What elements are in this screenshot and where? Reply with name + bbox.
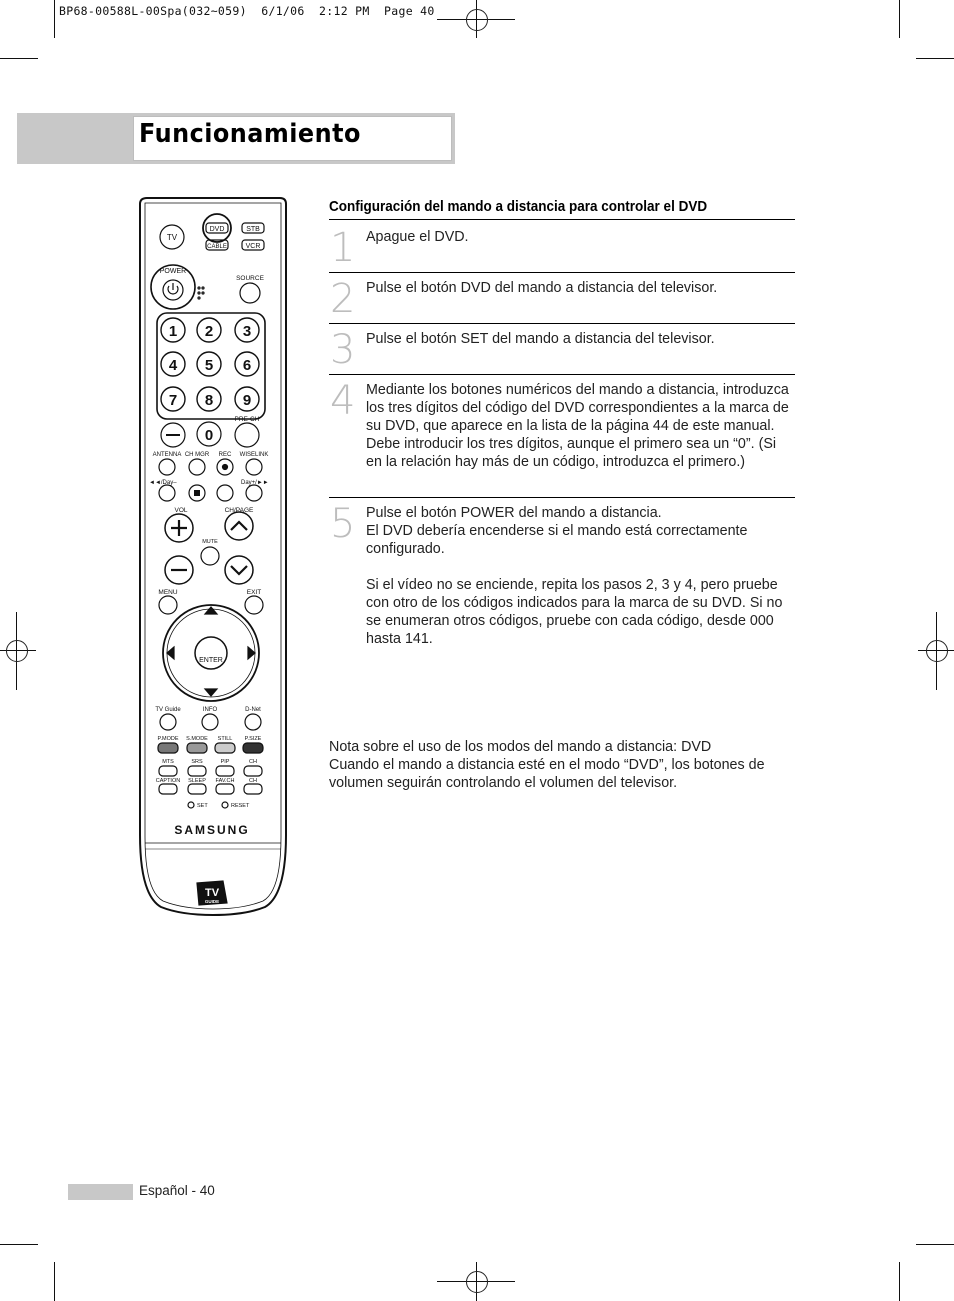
footer-bar	[68, 1184, 133, 1200]
digit-8[interactable]: 8	[204, 392, 214, 409]
prech-label: PRE-CH	[234, 416, 260, 423]
step-line: El DVD debería encenderse si el mando está correctamente configurado.	[366, 523, 748, 557]
section-title: Configuración del mando a distancia para controlar el DVD	[329, 198, 708, 215]
mute-button[interactable]	[201, 547, 219, 565]
step-number: 1	[330, 225, 356, 271]
mts-label: MTS	[162, 759, 174, 765]
registration-mark	[466, 9, 488, 31]
sleep-button[interactable]	[188, 784, 206, 794]
crop-mark	[899, 1262, 900, 1301]
number-keypad	[169, 323, 251, 409]
step-text	[366, 279, 792, 297]
chpage-label: CH/PAGE	[224, 507, 254, 514]
digit-6[interactable]: 6	[242, 357, 252, 374]
enter-button[interactable]	[195, 637, 227, 669]
day-minus-label: ◄◄/Day–	[149, 480, 177, 486]
still-label: STILL	[217, 736, 233, 742]
crop-mark	[916, 58, 954, 59]
digit-7[interactable]: 7	[168, 392, 178, 409]
chmgr-label: CH MGR	[184, 452, 210, 458]
step-line: Si el vídeo no se enciende, repita los pasos 2, 3 y 4, pero pruebe con otro de los códigos indicados para la marca de su DVD. Si no se enumeran otros códigos, pruebe con cada código, desde 000 hasta 141.	[366, 577, 783, 647]
step-line: Mediante los botones numéricos del mando a distancia, introduzca los tres dígitos del código del DVD correspondientes a la marca de su DVD, que aparece en la lista de la página 44 de este manual. Debe introducir los tres dígitos, aunque el primero sea un “0”. (Si en la relación hay más de un código, introduzca el primero.)	[366, 382, 789, 470]
note-title: Nota sobre el uso de los modos del mando a distancia: DVD	[329, 739, 712, 755]
step-number: 2	[330, 276, 356, 322]
reset-label: RESET	[231, 803, 250, 809]
srs-button[interactable]	[188, 766, 206, 776]
crop-mark	[54, 1262, 55, 1301]
down-arrow-icon[interactable]	[205, 689, 217, 696]
crop-mark	[899, 0, 900, 38]
crop-mark	[0, 58, 38, 59]
step-number: 5	[330, 501, 356, 547]
step-text	[366, 228, 792, 246]
tvguide-label: TV Guide	[155, 707, 181, 713]
samsung-logo: SAMSUNG	[174, 823, 250, 837]
dnet-button[interactable]	[245, 714, 261, 730]
ch-down-label: CH	[249, 778, 257, 784]
cable-mode-label: CABLE	[207, 244, 227, 250]
ch-up-button[interactable]	[225, 512, 253, 540]
srs-label: SRS	[191, 759, 203, 765]
set-label: SET	[197, 803, 208, 809]
vcr-mode-label: VCR	[245, 243, 261, 250]
step-rule	[329, 497, 795, 498]
crop-mark	[0, 1244, 38, 1245]
digit-0[interactable]: 0	[204, 427, 214, 444]
vol-label: VOL	[174, 507, 188, 514]
menu-label: MENU	[158, 589, 178, 596]
sleep-label: SLEEP	[188, 778, 206, 784]
menu-button[interactable]	[159, 596, 177, 614]
step-text	[366, 330, 792, 348]
mute-label: MUTE	[202, 539, 218, 545]
logo-text: TV	[204, 887, 220, 899]
power-icon	[168, 283, 178, 294]
digit-9[interactable]: 9	[242, 392, 252, 409]
info-label: INFO	[202, 707, 218, 713]
step-rule	[329, 272, 795, 273]
dvd-mode-label: DVD	[209, 226, 225, 233]
step-rule	[329, 323, 795, 324]
step-text	[366, 504, 792, 648]
favch-label: FAV.CH	[215, 778, 235, 784]
favch-button[interactable]	[216, 784, 234, 794]
digit-4[interactable]: 4	[168, 357, 178, 374]
page-title: Funcionamiento	[139, 119, 361, 149]
up-arrow-icon[interactable]	[205, 607, 217, 614]
wiselink-label: WISELINK	[239, 452, 269, 458]
pmode-label: P.MODE	[157, 736, 179, 742]
step-line: Pulse el botón DVD del mando a distancia del televisor.	[366, 280, 718, 296]
prev-button[interactable]	[159, 485, 175, 501]
wiselink-button[interactable]	[246, 459, 262, 475]
stb-mode-label: STB	[246, 226, 260, 233]
mts-button[interactable]	[159, 766, 177, 776]
crop-mark	[916, 1244, 954, 1245]
left-arrow-icon[interactable]	[167, 647, 174, 659]
exit-label: EXIT	[246, 589, 262, 596]
chmgr-button[interactable]	[189, 459, 205, 475]
digit-1[interactable]: 1	[168, 323, 178, 340]
psize-button[interactable]	[243, 743, 263, 753]
step-rule	[329, 374, 795, 375]
smode-label: S.MODE	[186, 736, 208, 742]
pmode-button[interactable]	[158, 743, 178, 753]
pip-label: PIP	[220, 759, 230, 765]
step-text	[366, 381, 792, 471]
section-rule	[329, 219, 795, 220]
registration-mark	[926, 640, 948, 662]
registration-mark	[466, 1271, 488, 1293]
pip-button[interactable]	[216, 766, 234, 776]
psize-label: P.SIZE	[244, 736, 262, 742]
step-line: Pulse el botón SET del mando a distancia del televisor.	[366, 331, 715, 347]
play-pause-button[interactable]	[217, 485, 233, 501]
prech-button[interactable]	[235, 423, 259, 447]
print-header: BP68-00588L-00Spa(032~059) 6/1/06 2:12 PM Page 40	[59, 4, 435, 18]
caption-label: CAPTION	[155, 778, 181, 784]
page-number: Español - 40	[139, 1183, 215, 1198]
exit-button[interactable]	[245, 596, 263, 614]
digit-5[interactable]: 5	[204, 357, 214, 374]
ch-down-small-button[interactable]	[244, 784, 262, 794]
ch-down-button[interactable]	[225, 556, 253, 584]
next-button[interactable]	[246, 485, 262, 501]
step-line	[366, 558, 792, 576]
right-arrow-icon[interactable]	[248, 647, 255, 659]
day-plus-label: Day+/►►	[241, 480, 269, 486]
step-line: Pulse el botón POWER del mando a distancia.	[366, 505, 662, 521]
caption-button[interactable]	[159, 784, 177, 794]
reset-button[interactable]	[222, 802, 228, 808]
navigation-ring[interactable]	[163, 605, 259, 701]
antenna-label: ANTENNA	[152, 452, 182, 458]
remote-control-illustration	[135, 195, 291, 917]
info-button[interactable]	[202, 714, 218, 730]
tvguide-button[interactable]	[160, 714, 176, 730]
smode-button[interactable]	[187, 743, 207, 753]
set-button[interactable]	[188, 802, 194, 808]
digit-2[interactable]: 2	[204, 323, 214, 340]
logo-subtext: GUIDE	[204, 899, 220, 904]
digit-3[interactable]: 3	[242, 323, 252, 340]
still-button[interactable]	[215, 743, 235, 753]
registration-mark	[6, 640, 28, 662]
note-body: Cuando el mando a distancia esté en el modo “DVD”, los botones de volumen seguirán controlando el volumen del televisor.	[329, 757, 765, 791]
ch-label: CH	[249, 759, 257, 765]
step-number: 4	[330, 378, 356, 424]
dnet-label: D-Net	[245, 707, 261, 713]
enter-label: ENTER	[199, 657, 223, 664]
source-label: SOURCE	[236, 275, 264, 282]
step-number: 3	[330, 327, 356, 373]
source-button[interactable]	[240, 283, 260, 303]
rec-label: REC	[218, 452, 232, 458]
tv-mode-label: TV	[166, 233, 178, 242]
step-line: Apague el DVD.	[366, 229, 469, 245]
crop-mark	[54, 0, 55, 38]
antenna-button[interactable]	[159, 459, 175, 475]
ch-up-small-button[interactable]	[244, 766, 262, 776]
note	[329, 738, 799, 792]
power-label: POWER	[159, 268, 187, 275]
